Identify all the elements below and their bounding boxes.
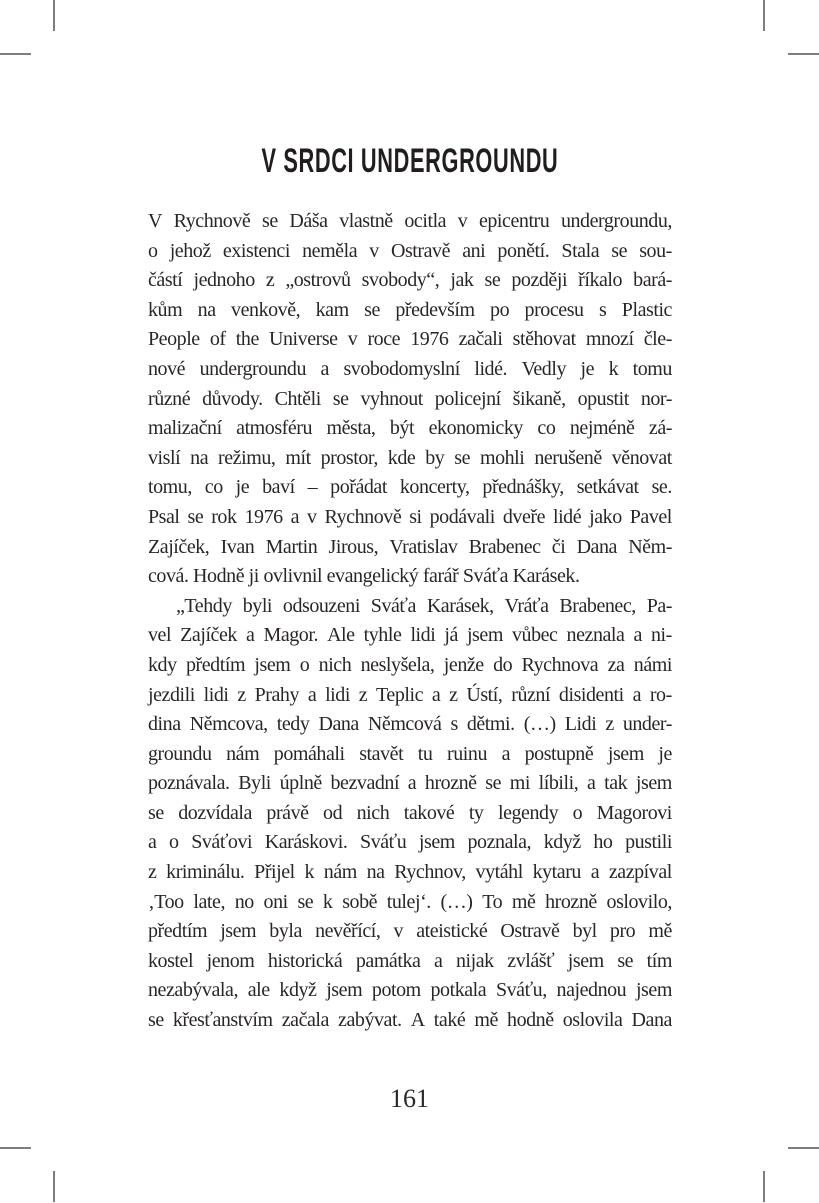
crop-mark-top-right-horizontal (788, 53, 819, 55)
text-line: různé důvody. Chtěli se vyhnout policejní šikaně, opustit nor- (148, 387, 672, 410)
text-line: se dozvídala právě od nich takové ty legendy o Magorovi (148, 801, 672, 824)
crop-mark-top-left-horizontal (0, 53, 31, 55)
text-line: vel Zajíček a Magor. Ale tyhle lidi já jsem vůbec neznala a ni- (148, 624, 672, 647)
text-line: Zajíček, Ivan Martin Jirous, Vratislav Brabenec či Dana Něm- (148, 535, 672, 558)
text-line: malizační atmosféru města, být ekonomicky co nejméně zá- (148, 417, 672, 440)
chapter-title-container (0, 144, 819, 178)
text-line: předtím jsem byla nevěřící, v ateistické Ostravě byl pro mě (148, 920, 672, 943)
crop-mark-bottom-right-horizontal (788, 1147, 819, 1149)
crop-mark-top-left-vertical (53, 0, 55, 31)
text-line: vislí na režimu, mít prostor, kde by se mohli nerušeně věnovat (148, 446, 672, 469)
text-line: kdy předtím jsem o nich neslyšela, jenže do Rychnova za námi (148, 653, 672, 676)
text-line: a o Sváťovi Karáskovi. Sváťu jsem poznala, když ho pustili (148, 831, 672, 854)
text-line: se křesťanstvím začala zabývat. A také mě hodně oslovila Dana (148, 1009, 672, 1032)
chapter-title: V SRDCI UNDERGROUNDU (261, 142, 558, 180)
text-line: People of the Universe v roce 1976 začali stěhovat mnozí čle- (148, 328, 672, 351)
crop-mark-top-right-vertical (763, 0, 765, 31)
body-text (148, 207, 672, 1036)
text-line: V Rychnově se Dáša vlastně ocitla v epicentru undergroundu, (148, 210, 672, 232)
text-line: z kriminálu. Přijel k nám na Rychnov, vytáhl kytaru a zazpíval (148, 861, 672, 884)
text-line: poznávala. Byli úplně bezvadní a hrozně se mi líbili, a tak jsem (148, 772, 672, 795)
text-line: tomu, co je baví – pořádat koncerty, přednášky, setkávat se. (148, 476, 672, 499)
text-line: jezdili lidi z Prahy a lidi z Teplic a z Ústí, různí disidenti a ro- (148, 683, 672, 706)
text-line: Psal se rok 1976 a v Rychnově si podávali dveře lidé jako Pavel (148, 505, 672, 528)
crop-mark-bottom-left-vertical (53, 1171, 55, 1202)
text-line: kům na venkově, kam se především po procesu s Plastic (148, 298, 672, 321)
text-line: kostel jenom historická památka a nijak zvlášť jsem se tím (148, 949, 672, 972)
text-line: dina Němcova, tedy Dana Němcová s dětmi. (…) Lidi z under- (148, 713, 672, 736)
crop-mark-bottom-left-horizontal (0, 1147, 31, 1149)
page-number: 161 (390, 1084, 429, 1113)
text-line: „Tehdy byli odsouzeni Sváťa Karásek, Vráťa Brabenec, Pa- (176, 594, 672, 617)
text-line: cová. Hodně ji ovlivnil evangelický farář Sváťa Karásek. (148, 565, 580, 588)
text-line: groundu nám pomáhali stavět tu ruinu a postupně jsem je (148, 742, 672, 765)
text-line: ‚Too late, no oni se k sobě tulej‘. (…) To mě hrozně oslovilo, (148, 890, 672, 913)
text-line: částí jednoho z „ostrovů svobody“, jak se později říkalo bará- (148, 269, 672, 292)
crop-mark-bottom-right-vertical (763, 1171, 765, 1202)
text-line: nové undergroundu a svobodomyslní lidé. Vedly je k tomu (148, 357, 672, 380)
text-line: o jehož existenci neměla v Ostravě ani ponětí. Stala se sou- (148, 239, 672, 262)
text-line: nezabývala, ale když jsem potom potkala Sváťu, najednou jsem (148, 979, 672, 1002)
